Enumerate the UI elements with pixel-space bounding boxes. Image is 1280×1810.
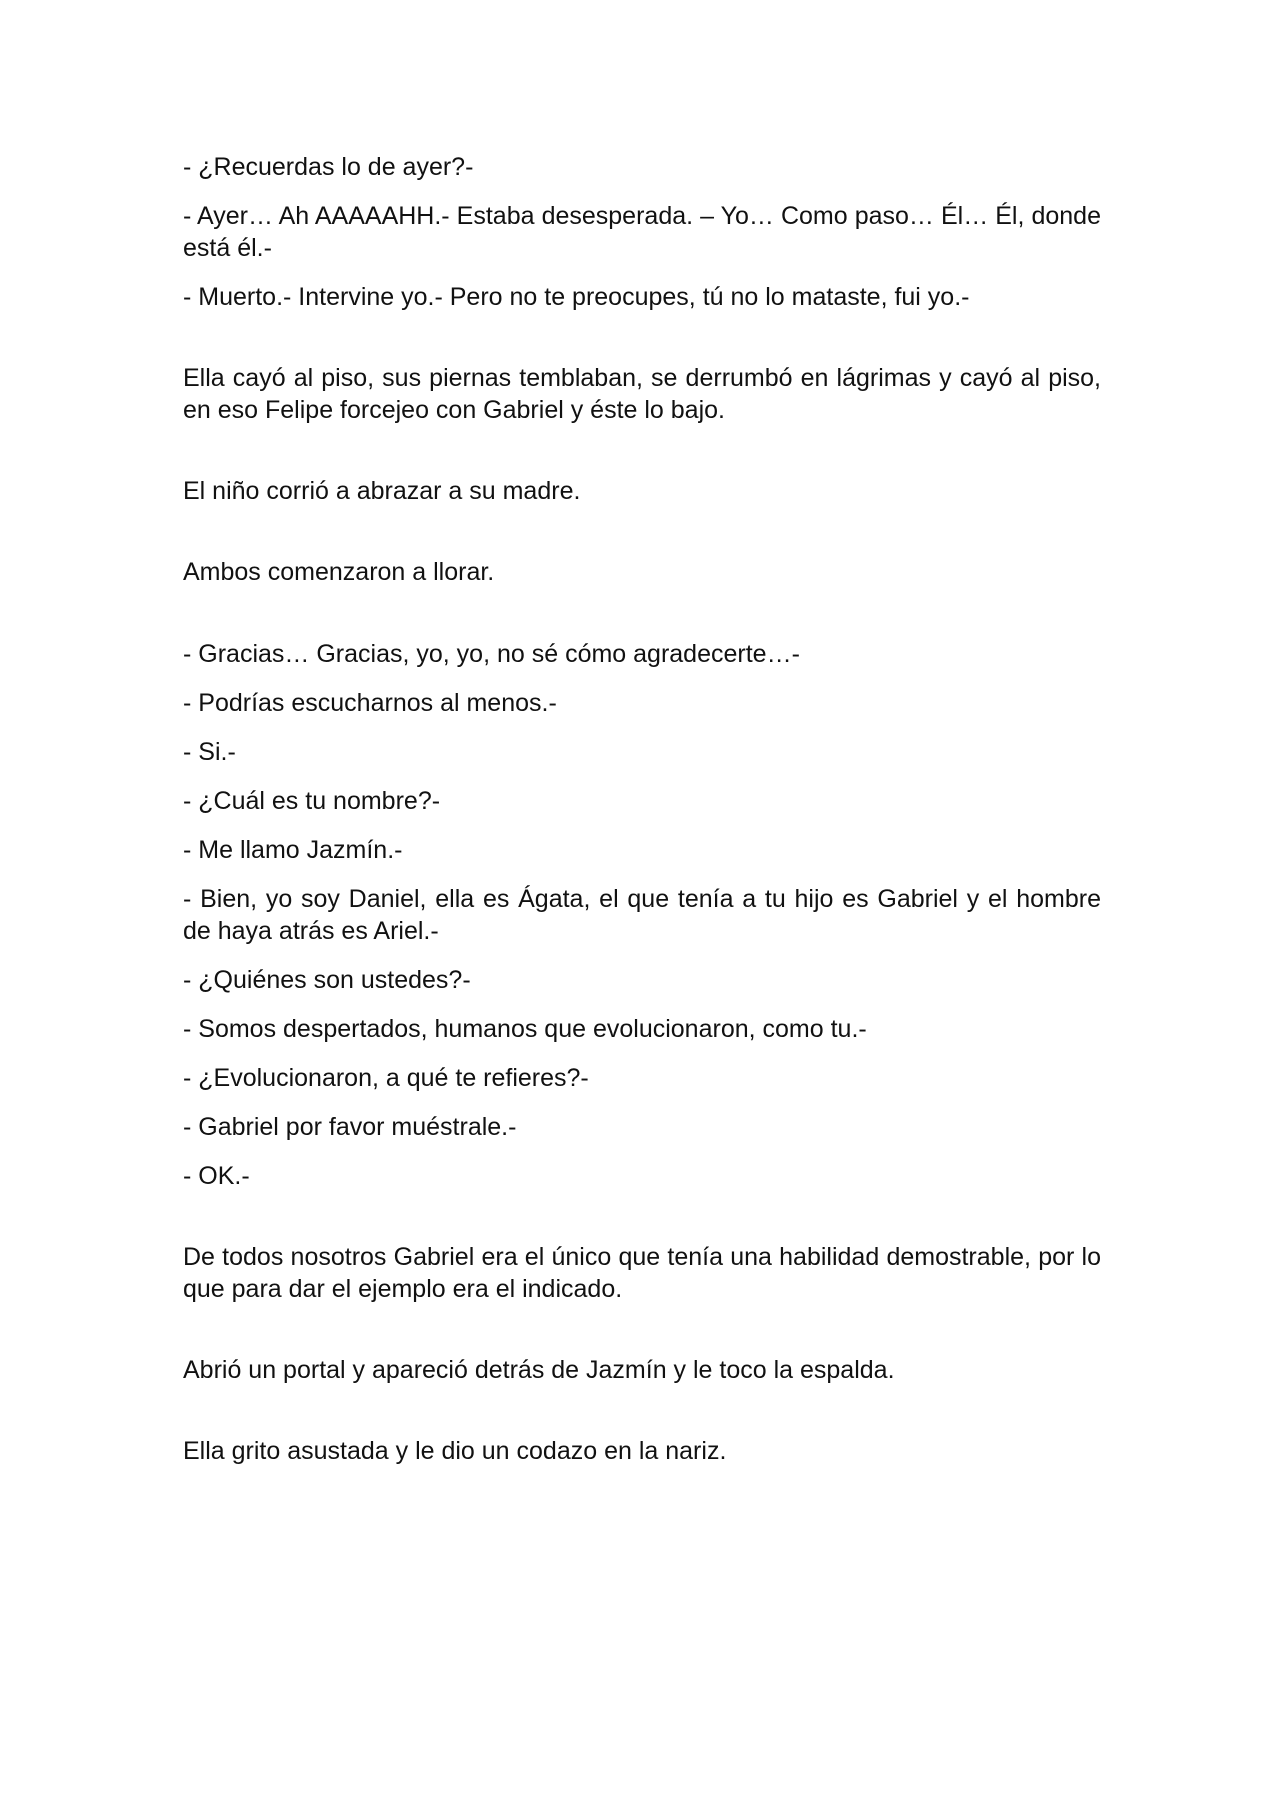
dialogue-line: - ¿Evolucionaron, a qué te refieres?- [183, 1064, 589, 1092]
dialogue-line: - OK.- [183, 1162, 250, 1190]
dialogue-line: - Podrías escucharnos al menos.- [183, 689, 557, 717]
narrative-paragraph: Abrió un portal y apareció detrás de Jazmín y le toco la espalda. [183, 1356, 895, 1384]
dialogue-line: - Gracias… Gracias, yo, yo, no sé cómo agradecerte…- [183, 640, 800, 668]
dialogue-line: - ¿Quiénes son ustedes?- [183, 966, 471, 994]
narrative-paragraph: Ella cayó al piso, sus piernas temblaban, se derrumbó en lágrimas y cayó al piso, en eso Felipe forcejeo con Gabriel y éste lo bajo. [183, 364, 1101, 424]
dialogue-line: - Somos despertados, humanos que evolucionaron, como tu.- [183, 1015, 867, 1043]
narrative-paragraph: El niño corrió a abrazar a su madre. [183, 477, 581, 505]
dialogue-line: - Gabriel por favor muéstrale.- [183, 1113, 517, 1141]
dialogue-line: - Muerto.- Intervine yo.- Pero no te preocupes, tú no lo mataste, fui yo.- [183, 283, 970, 311]
dialogue-line: - Ayer… Ah AAAAAHH.- Estaba desesperada. – Yo… Como paso… Él… Él, donde está él.- [183, 202, 1101, 262]
dialogue-line: - Me llamo Jazmín.- [183, 836, 403, 864]
document-body [183, 151, 1101, 1516]
narrative-paragraph: Ambos comenzaron a llorar. [183, 558, 495, 586]
dialogue-line: - ¿Recuerdas lo de ayer?- [183, 153, 474, 181]
narrative-paragraph: Ella grito asustada y le dio un codazo en la nariz. [183, 1437, 727, 1465]
dialogue-line: - ¿Cuál es tu nombre?- [183, 787, 441, 815]
dialogue-line: - Si.- [183, 738, 236, 766]
narrative-paragraph: De todos nosotros Gabriel era el único que tenía una habilidad demostrable, por lo que para dar el ejemplo era el indicado. [183, 1243, 1101, 1303]
dialogue-line: - Bien, yo soy Daniel, ella es Ágata, el que tenía a tu hijo es Gabriel y el hombre de haya atrás es Ariel.- [183, 885, 1101, 945]
